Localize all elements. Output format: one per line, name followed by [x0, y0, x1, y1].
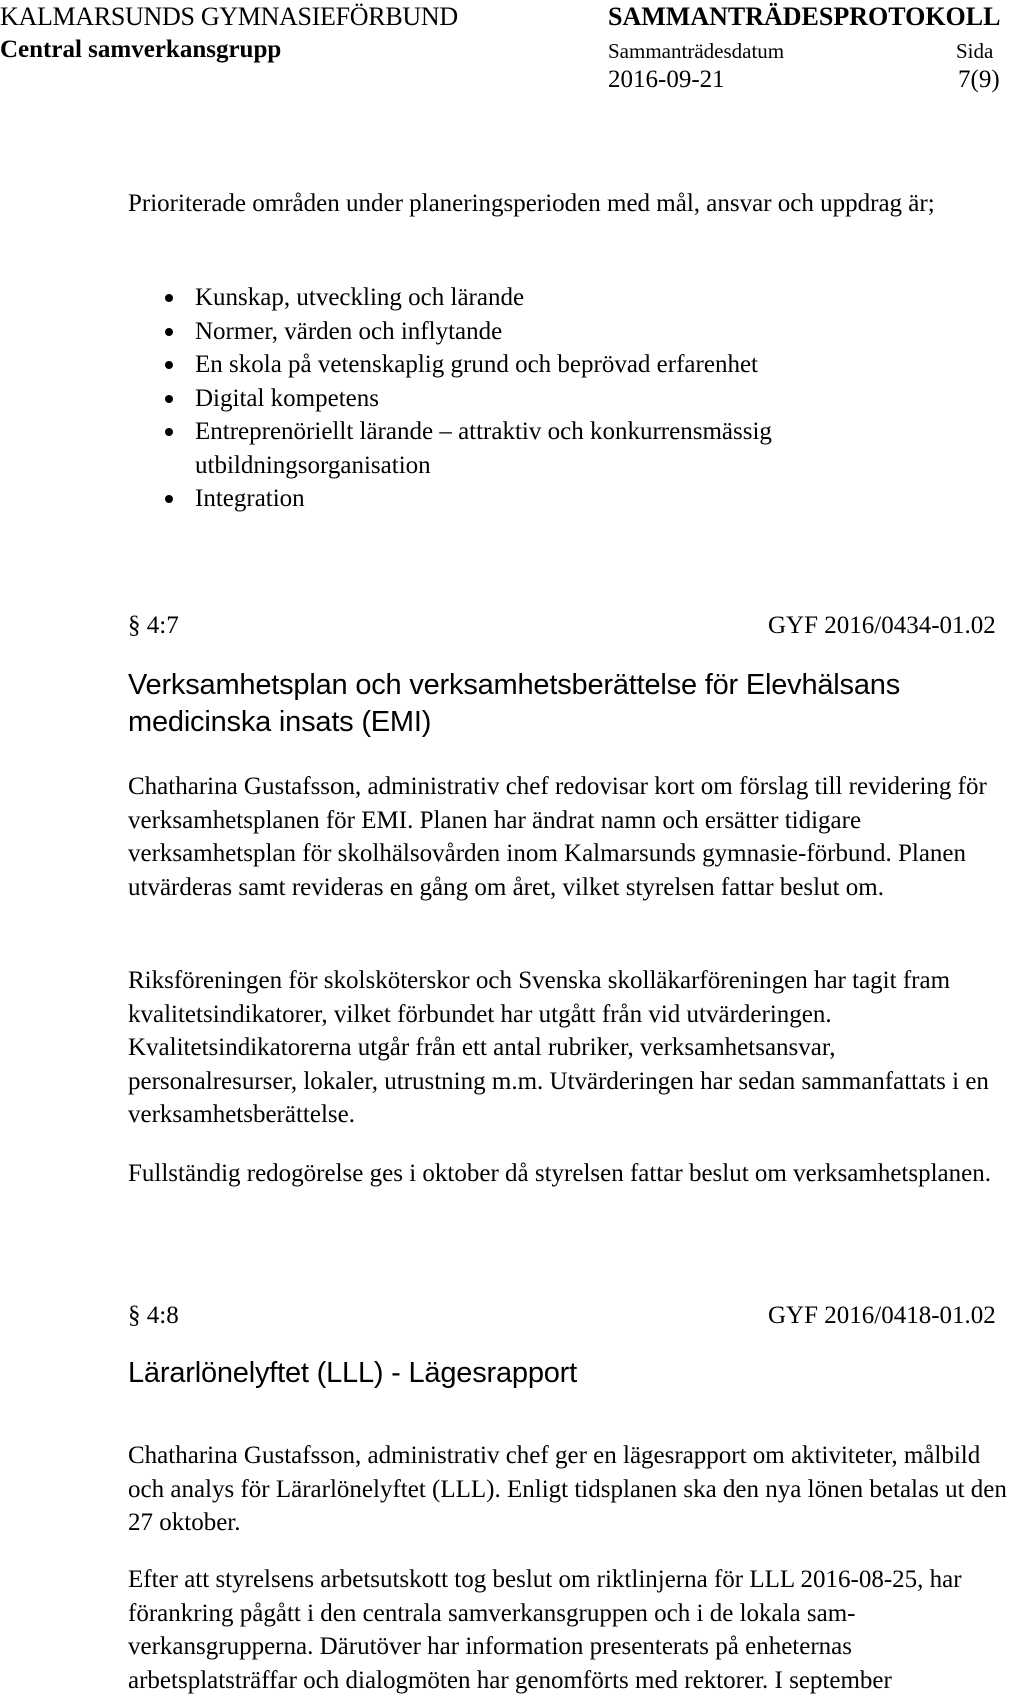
priority-item: Integration	[165, 482, 965, 516]
section-paragraph: Chatharina Gustafsson, administrativ chef ger en lägesrapport om aktiviteter, målbild och analys för Lärarlönelyftet (LLL). Enligt tidsplanen ska den nya lönen betalas ut den 27 oktober.	[128, 1442, 1007, 1536]
priority-list	[165, 281, 965, 516]
section-paragraph: Efter att styrelsens arbetsutskott tog beslut om riktlinjerna för LLL 2016-08-25, har förankring pågått i den centrala samverkansgruppen och i de lokala sam-verkansgrupperna. Därutöver har information presenterats på enheternas arbetsplatsträffar och dialogmöten har genomförts med rektorer. I september	[128, 1566, 962, 1694]
section-paragraph: Chatharina Gustafsson, administrativ chef redovisar kort om förslag till revidering för verksamhetsplanen för EMI. Planen har ändrat namn och ersätter tidigare verksamhetsplan för skolhälsovården inom Kalmarsunds gymnasie-förbund. Planen utvärderas samt revideras en gång om året, vilket styrelsen fattar beslut om.	[128, 773, 987, 901]
section-number: § 4:7	[128, 612, 179, 639]
section-paragraph: Fullständig redogörelse ges i oktober då styrelsen fattar beslut om verksamhetsplanen.	[128, 1160, 991, 1187]
meeting-date: 2016-09-21	[608, 66, 725, 93]
priority-item: En skola på vetenskaplig grund och beprövad erfarenhet	[165, 348, 965, 382]
intro-paragraph: Prioriterade områden under planeringsperioden med mål, ansvar och uppdrag är;	[128, 190, 935, 217]
section-title: Lärarlönelyftet (LLL) - Lägesrapport	[128, 1357, 577, 1389]
priority-item: Entreprenöriellt lärande – attraktiv och konkurrensmässig utbildningsorganisation	[165, 415, 965, 482]
section-reference: GYF 2016/0434-01.02	[768, 612, 996, 639]
group-name: Central samverkansgrupp	[0, 36, 282, 63]
page-label: Sida	[956, 39, 994, 63]
section-reference: GYF 2016/0418-01.02	[768, 1302, 996, 1329]
section-title: Verksamhetsplan och verksamhetsberättelse för Elevhälsans medicinska insats (EMI)	[128, 669, 900, 738]
organization-name: KALMARSUNDS GYMNASIEFÖRBUND	[0, 2, 458, 31]
page-number: 7(9)	[958, 66, 1000, 93]
priority-item: Kunskap, utveckling och lärande	[165, 281, 965, 315]
priority-item: Digital kompetens	[165, 382, 965, 416]
priority-item: Normer, värden och inflytande	[165, 315, 965, 349]
section-number: § 4:8	[128, 1302, 179, 1329]
document-type: SAMMANTRÄDESPROTOKOLL	[608, 2, 1001, 31]
section-paragraph: Riksföreningen för skolsköterskor och Svenska skolläkarföreningen har tagit fram kvalitetsindikatorer, vilket förbundet har utgått från vid utvärderingen. Kvalitetsindikatorerna utgår från ett antal rubriker, verksamhetsansvar, personalresurser, lokaler, utrustning m.m. Utvärderingen har sedan sammanfattats i en verksamhetsberättelse.	[128, 967, 989, 1128]
date-label: Sammanträdesdatum	[608, 39, 785, 63]
